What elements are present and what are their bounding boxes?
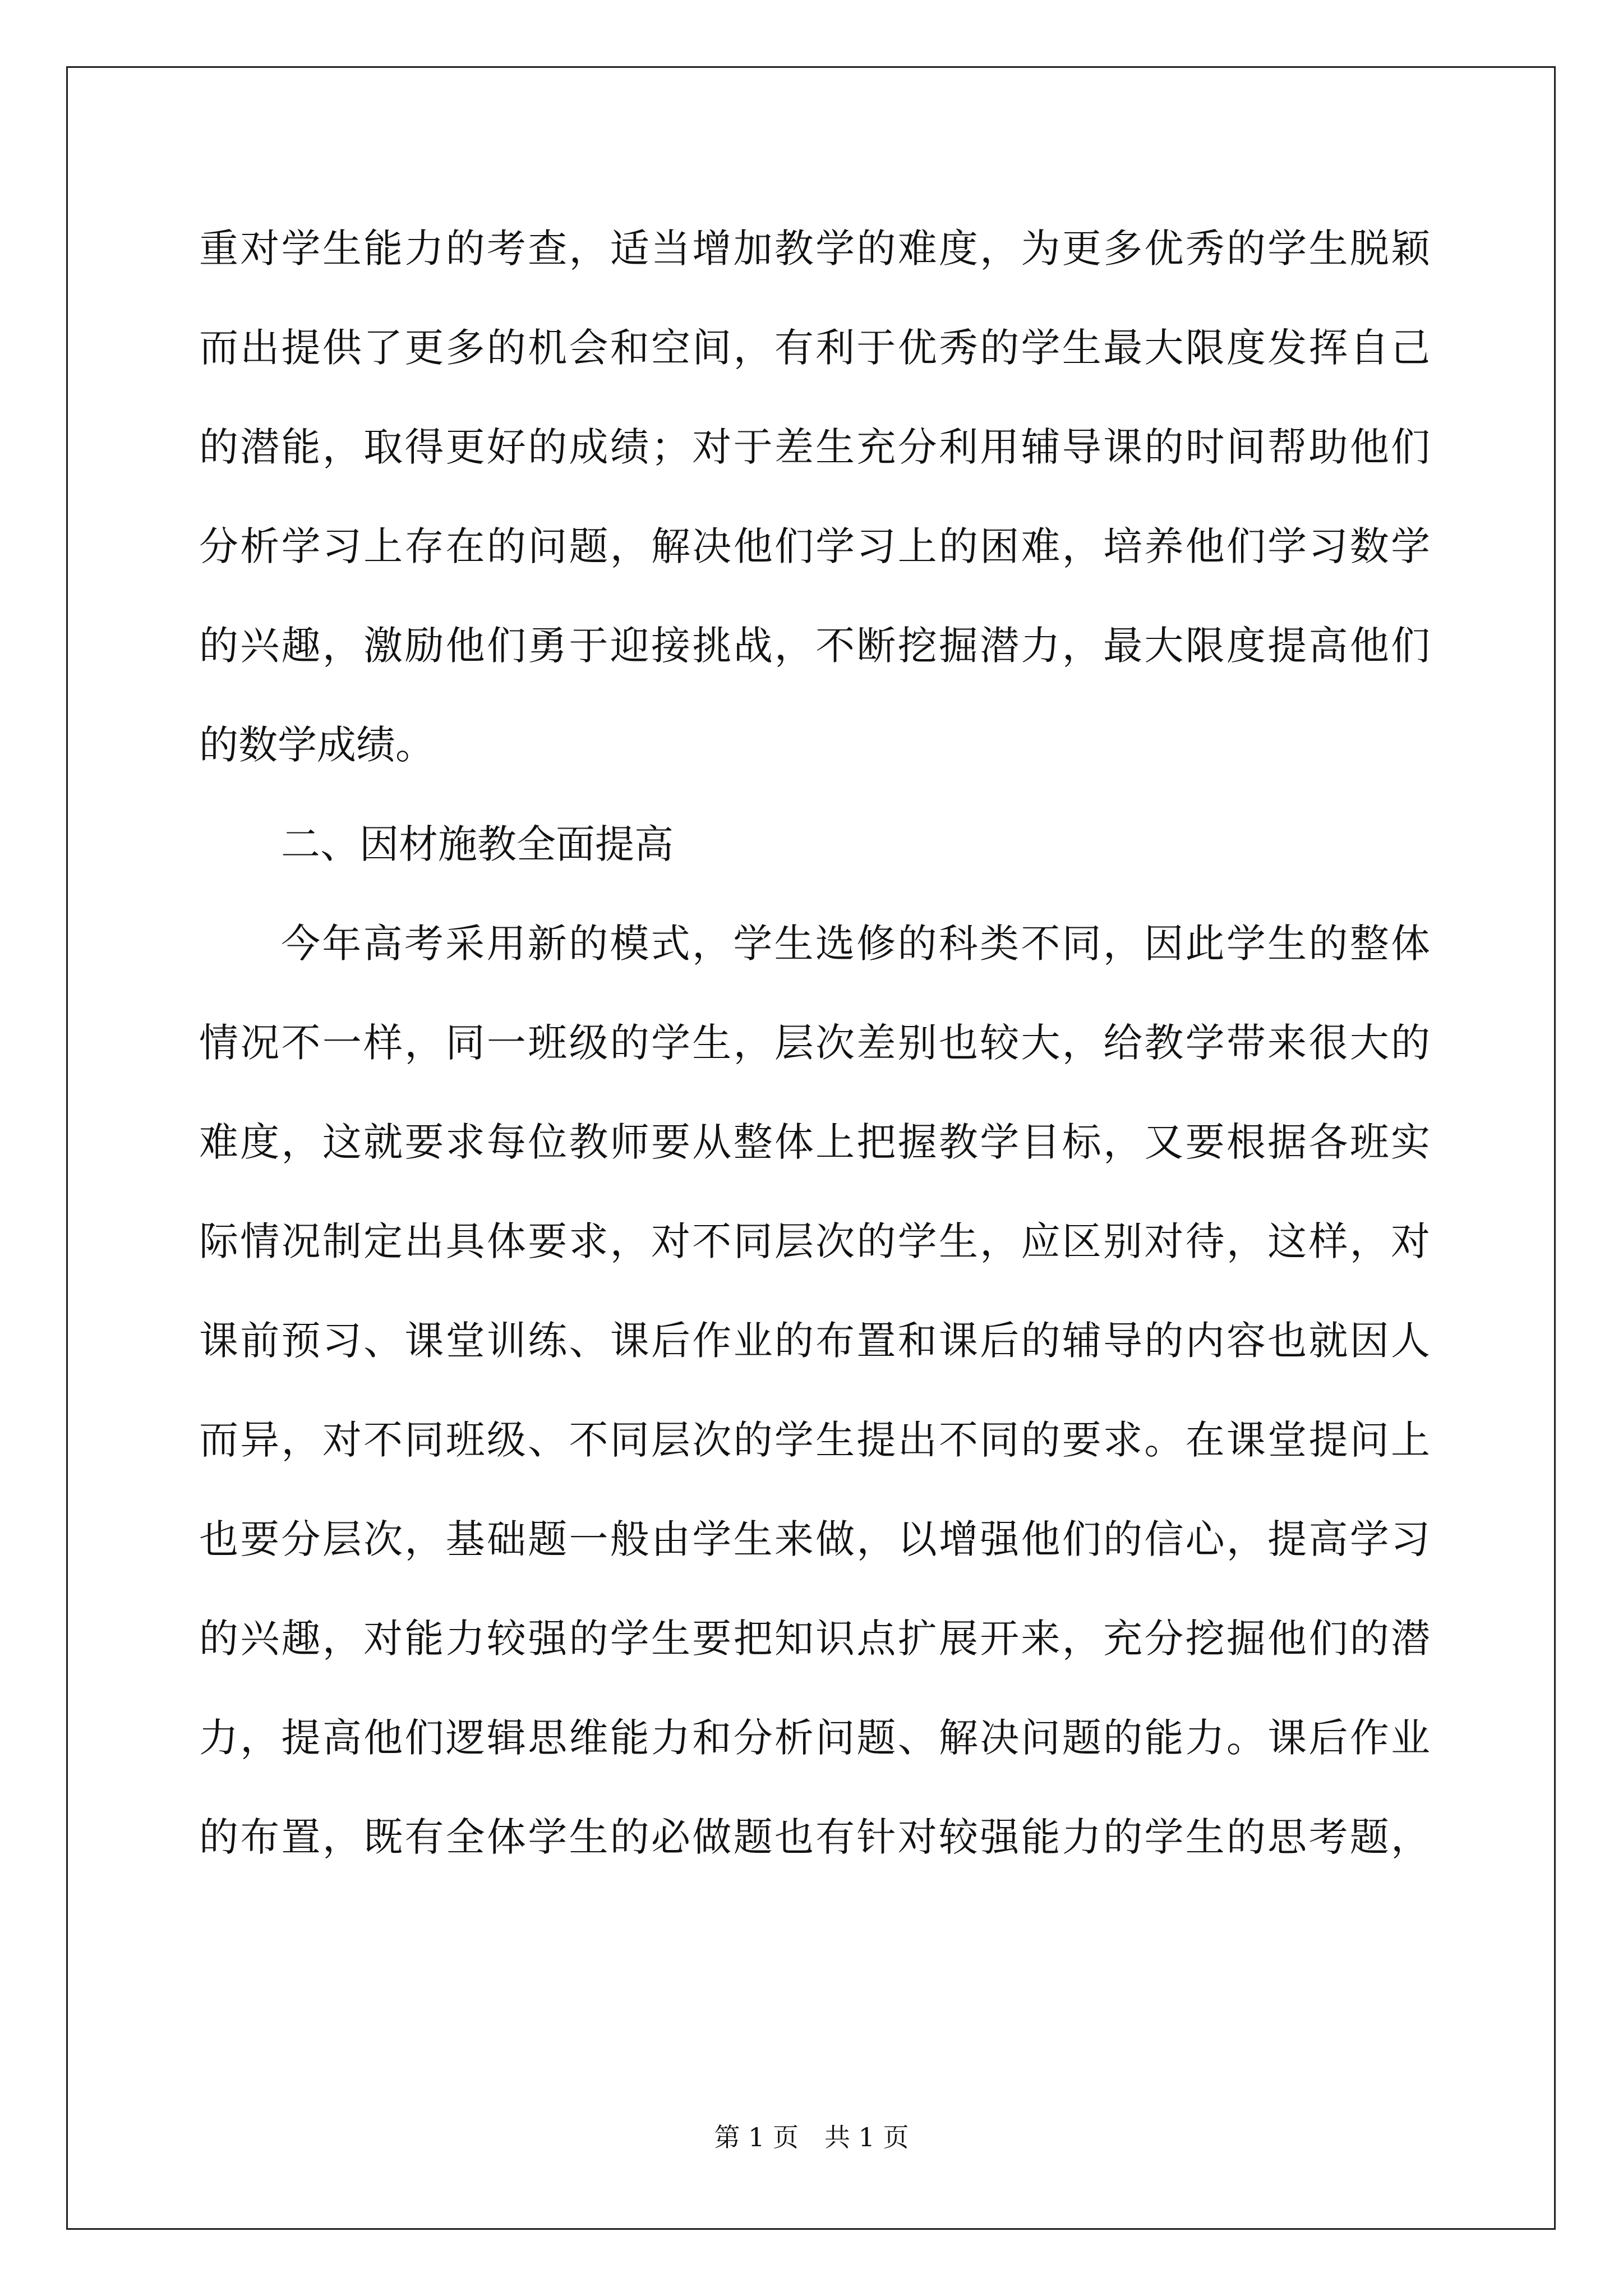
body-line-10: 难度，这就要求每位教师要从整体上把握教学目标，又要根据各班实	[199, 1119, 1430, 1165]
body-line-9: 情况不一样，同一班级的学生，层次差别也较大，给教学带来很大的	[199, 1020, 1430, 1066]
body-line-5: 的兴趣，激励他们勇于迎接挑战，不断挖掘潜力，最大限度提高他们	[199, 623, 1430, 669]
document-body	[199, 199, 1430, 1887]
section-heading: 二、因材施教全面提高	[281, 821, 674, 867]
body-line-14: 也要分层次，基础题一般由学生来做，以增强他们的信心，提高学习	[199, 1516, 1430, 1562]
body-line-4: 分析学习上存在的问题，解决他们学习上的困难，培养他们学习数学	[199, 523, 1430, 569]
body-line-17: 的布置，既有全体学生的必做题也有针对较强能力的学生的思考题，	[199, 1814, 1430, 1860]
body-line-6: 的数学成绩。	[199, 722, 435, 768]
body-line-3: 的潜能，取得更好的成绩；对于差生充分利用辅导课的时间帮助他们	[199, 424, 1430, 470]
body-line-16: 力，提高他们逻辑思维能力和分析问题、解决问题的能力。课后作业	[199, 1715, 1430, 1761]
body-line-13: 而异，对不同班级、不同层次的学生提出不同的要求。在课堂提问上	[199, 1417, 1430, 1463]
body-line-11: 际情况制定出具体要求，对不同层次的学生，应区别对待，这样，对	[199, 1218, 1430, 1264]
page-footer: 第 1 页 共 1 页	[714, 2122, 909, 2152]
body-line-2: 而出提供了更多的机会和空间，有利于优秀的学生最大限度发挥自己	[199, 325, 1430, 371]
body-line-8: 今年高考采用新的模式，学生选修的科类不同，因此学生的整体	[281, 921, 1430, 967]
body-line-12: 课前预习、课堂训练、课后作业的布置和课后的辅导的内容也就因人	[199, 1318, 1430, 1364]
body-line-15: 的兴趣，对能力较强的学生要把知识点扩展开来，充分挖掘他们的潜	[199, 1616, 1430, 1662]
body-line-1: 重对学生能力的考查，适当增加教学的难度，为更多优秀的学生脱颖	[199, 226, 1430, 272]
